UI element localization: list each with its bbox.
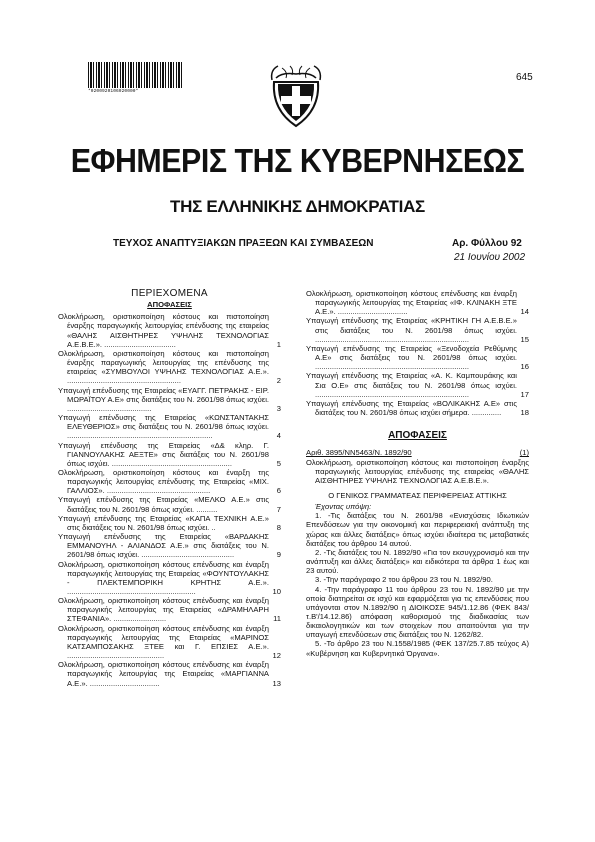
toc-entry-text: Υπαγωγή επένδυσης της Εταιρείας «ΚΩΝΣΤΑΝΤΑΚΗΣ ΕΛΕΥΘΕΡΙΟΣ» στις διατάξεις του Ν. 2601/98 όπως ισχύει. ..................................................................... bbox=[58, 413, 269, 441]
toc-entry[interactable] bbox=[58, 349, 281, 386]
toc-entry-text: Ολοκλήρωση, οριστικοποίηση κόστους επένδυσης και έναρξη παραγωγικής λειτουργίας της Εταιρείας «ΙΦ. ΚΛΙΝΑΚΗ ΞΤΕ Α.Ε.». ................................. bbox=[306, 289, 517, 317]
decision-paragraph: 1. -Τις διατάξεις του Ν. 2601/98 «Ενισχύσεις Ιδιωτικών Επενδύσεων για την οικονομική και περιφερειακή ανάπτυξη της χώρας και άλλες διατάξεις» όπως ισχύει ιδιαίτερα τις μεταβατικές διατάξεις του άρθρου 14 αυτού. bbox=[306, 511, 529, 548]
decision-paragraph: 2. -Τις διατάξεις του Ν. 1892/90 «Για τον εκσυγχρονισμό και την ανάπτυξη και άλλες διατάξεις» και ειδικότερα τα άρθρα 1 έως και 23 αυτού. bbox=[306, 547, 529, 576]
toc-left-column bbox=[58, 289, 281, 688]
toc-entry-page: 13 bbox=[272, 678, 281, 688]
decision-number: Αριθ. 3895/ΝΝ5463/Ν. 1892/90 bbox=[306, 448, 412, 458]
toc-entry[interactable] bbox=[58, 514, 281, 532]
toc-entry[interactable] bbox=[306, 316, 529, 343]
decision-index: (1) bbox=[519, 448, 529, 458]
toc-entry-page: 11 bbox=[273, 614, 281, 624]
toc-entry-page: 15 bbox=[520, 334, 529, 344]
toc-entry-page: 7 bbox=[276, 504, 281, 514]
decisions-section-title: ΑΠΟΦΑΣΕΙΣ bbox=[388, 430, 447, 442]
toc-entry-text: Υπαγωγή επένδυσης της Εταιρείας «ΒΟΛΙΚΑΚΗΣ Α.Ε» στις διατάξεις του Ν. 2601/98 όπως ισχύει σήμερα. .............. bbox=[306, 398, 517, 418]
toc-entry-text: Ολοκλήρωση, οριστικοποίηση κόστους και πιστοποίηση έναρξης παραγωγικής λειτουργίας επένδυσης της εταιρείας «ΘΑΛΗΣ ΑΙΣΘΗΤΗΡΕΣ ΥΨΗΛΗΣ ΤΕΧΝΟΛΟΓΙΑΣ Α.Ε.Β.Ε.». .................................. bbox=[58, 312, 269, 349]
decision-paragraphs bbox=[306, 511, 529, 658]
toc-entry-text: Ολοκλήρωση, οριστικοποίηση κόστους επένδυσης και έναρξη παραγωγικής λειτουργίας της Εταιρείας «ΜΑΡΓΙΑΝΝΑ Α.Ε.». ................................. bbox=[58, 660, 269, 688]
page-number: 645 bbox=[516, 72, 533, 83]
toc-entry-text: Υπαγωγή επένδυσης της Εταιρείας «ΚΡΗΤΙΚΗ ΓΗ Α.Ε.Β.Ε.» στις διατάξεις του Ν. 2601/98 όπως ισχύει. ......................................................................... bbox=[306, 316, 517, 344]
toc-entry[interactable] bbox=[58, 441, 281, 468]
toc-entry[interactable] bbox=[58, 312, 281, 349]
decision-authority: Ο ΓΕΝΙΚΟΣ ΓΡΑΜΜΑΤΕΑΣ ΠΕΡΙΦΕΡΕΙΑΣ ΑΤΤΙΚΗΣ bbox=[328, 490, 507, 500]
toc-entry[interactable] bbox=[306, 371, 529, 398]
toc-entry[interactable] bbox=[58, 560, 281, 597]
toc-entry-page: 18 bbox=[520, 408, 529, 418]
toc-entry-text: Υπαγωγή επένδυσης της Εταιρείας «ΒΑΡΔΑΚΗΣ ΕΜΜΑΝΟΥΗΛ - ΑΛΙΑΝΔΟΣ Α.Ε.» στις διατάξεις του Ν. 2601/98 όπως ισχύει. ............................................ bbox=[58, 532, 269, 560]
toc-entry-text: Υπαγωγή επένδυσης της Εταιρείας «Ξενοδοχεία Ρεθύμνης Α.Ε» στις διατάξεις του Ν. 2601/98 όπως ισχύει. ......................................................................... bbox=[306, 343, 517, 372]
toc-entry-page: 16 bbox=[520, 362, 529, 372]
toc-right-entries bbox=[306, 289, 529, 417]
toc-entry-text: Υπαγωγή επένδυσης της Εταιρείας «Α. Κ. Καμπουράκης και Σια Ο.Ε» στις διατάξεις του Ν. 2601/98 όπως ισχύει. ......................................................................... bbox=[306, 371, 517, 399]
barcode bbox=[88, 62, 182, 88]
toc-entry-page: 2 bbox=[276, 376, 281, 386]
issue-date: 21 Ιουνίου 2002 bbox=[454, 252, 526, 263]
toc-entry[interactable] bbox=[306, 344, 529, 371]
toc-entry-text: Υπαγωγή επένδυσης της Εταιρείας «Δ& κληρ. Γ. ΓΙΑΝΝΟΥΛΑΚΗΣ ΑΕΞΤΕ» στις διατάξεις του Ν. 2601/98 όπως ισχύει. ......................................................... bbox=[58, 440, 269, 468]
issue-type: ΤΕΥΧΟΣ ΑΝΑΠΤΥΞΙΑΚΩΝ ΠΡΑΞΕΩΝ ΚΑΙ ΣΥΜΒΑΣΕΩΝ bbox=[113, 238, 374, 249]
toc-entry[interactable] bbox=[58, 386, 281, 413]
toc-entry[interactable] bbox=[306, 289, 529, 316]
toc-entry[interactable] bbox=[58, 495, 281, 513]
toc-entry[interactable] bbox=[58, 413, 281, 440]
toc-entry[interactable] bbox=[58, 596, 281, 623]
decision-header bbox=[306, 448, 529, 457]
toc-entry-page: 17 bbox=[520, 389, 529, 399]
toc-entry-text: Ολοκλήρωση, οριστικοποίηση κόστους επένδυσης και έναρξη παραγωγικής λειτουργίας της Εταιρείας «ΜΑΡΙΝΟΣ ΚΑΤΣΑΜΠΟΣΑΚΗΣ ΞΤΕΕ και Γ. ΕΠΣΙΕΣ Α.Ε.». .............................................. bbox=[58, 623, 269, 661]
toc-entry-page: 3 bbox=[276, 403, 281, 413]
toc-entry-page: 14 bbox=[520, 307, 529, 317]
toc-entry-page: 8 bbox=[276, 522, 281, 532]
toc-entry[interactable] bbox=[58, 532, 281, 559]
toc-entry-page: 4 bbox=[276, 431, 281, 441]
barcode-number: *0200920106020000* bbox=[88, 89, 139, 94]
decision-summary: Ολοκλήρωση, οριστικοποίηση κόστους και πιστοποίηση έναρξης παραγωγικής λειτουργίας επένδυσης της εταιρείας «ΘΑΛΗΣ ΑΙΣΘΗΤΗΡΕΣ ΥΨΗΛΗΣ ΤΕΧΝΟΛΟΓΙΑΣ Α.Ε.Β.Ε.». bbox=[306, 457, 529, 485]
sheet-number: Αρ. Φύλλου 92 bbox=[452, 238, 522, 249]
gazette-title: ΕΦΗΜΕΡΙΣ ΤΗΣ ΚΥΒΕΡΝΗΣΕΩΣ bbox=[70, 142, 525, 179]
toc-entry[interactable] bbox=[58, 468, 281, 495]
toc-subheading: ΑΠΟΦΑΣΕΙΣ bbox=[147, 300, 192, 310]
toc-entry-text: Ολοκλήρωση, οριστικοποίηση κόστους επένδυσης και έναρξη παραγωγικής λειτουργίας της Εταιρείας «ΔΡΑΜΗΛΑΡΗ ΣΤΕΦΑΝΙΑ». ......................... bbox=[58, 596, 269, 624]
toc-left-entries bbox=[58, 312, 281, 687]
toc-entry[interactable] bbox=[58, 660, 281, 687]
right-column bbox=[306, 289, 529, 658]
decision-paragraph: 4. -Την παράγραφο 11 του άρθρου 23 του Ν. 1892/90 με την οποία διατηρείται σε ισχύ και εφαρμόζεται για τις επενδύσεις που υπάγονται στον Ν.1892/90 η ΔΙΟΙΚΟΣΕ 945/1.12.86 (ΦΕΚ 843/τ.Β'/14.12.86) απόφαση καθορισμού της διαδικασίας των δικαιολογητικών και των στοιχείων που απαιτούνται για την υπαγωγή επενδύσεων στις διατάξεις του Ν. 1262/82. bbox=[306, 584, 529, 640]
toc-entry-text: Ολοκλήρωση, οριστικοποίηση κόστους επένδυσης και έναρξη παραγωγικής λειτουργίας της Εταιρείας «ΦΟΥΝΤΟΥΛΑΚΗΣ - ΠΛΕΚΤΕΜΠΟΡΙΚΗ ΚΡΗΤΗΣ Α.Ε.». ............................................................. bbox=[58, 559, 269, 596]
decision-paragraph: 3. -Την παράγραφο 2 του άρθρου 23 του Ν. 1892/90. bbox=[315, 575, 493, 585]
toc-entry[interactable] bbox=[58, 624, 281, 661]
decision-paragraph: 5. -Το άρθρο 23 του Ν.1558/1985 (ΦΕΚ 137/25.7.85 τεύχος Α) «Κυβέρνηση και Κυβερνητικά Όργανα». bbox=[306, 639, 529, 658]
gazette-subtitle: ΤΗΣ ΕΛΛΗΝΙΚΗΣ ΔΗΜΟΚΡΑΤΙΑΣ bbox=[170, 197, 425, 216]
toc-entry-page: 9 bbox=[276, 550, 281, 560]
toc-entry-page: 6 bbox=[276, 486, 281, 496]
toc-entry-page: 1 bbox=[276, 339, 281, 349]
toc-entry-page: 12 bbox=[272, 651, 281, 661]
toc-entry-text: Υπαγωγή επένδυσης της Εταιρείας «ΜΕΛΚΟ Α.Ε.» στις διατάξεις του Ν. 2601/98 όπως ισχύει. .......... bbox=[58, 495, 269, 514]
toc-entry-text: Ολοκλήρωση, οριστικοποίηση κόστους και πιστοποίηση έναρξης παραγωγικής λειτουργίας της επένδυσης της εταιρείας «ΣΥΜΒΟΥΛΟΙ ΥΨΗΛΗΣ ΤΕΧΝΟΛΟΓΙΑΣ Α.Ε.». ...................................................... bbox=[58, 348, 269, 386]
toc-entry-page: 10 bbox=[272, 587, 281, 596]
toc-entry-text: Υπαγωγή επένδυσης της Εταιρείας «ΚΑΠΑ ΤΕΧΝΙΚΗ Α.Ε.» στις διατάξεις του Ν. 2601/98 όπως ισχύει. .. bbox=[58, 513, 269, 532]
decision-preamble: Έχοντας υπόψη: bbox=[315, 502, 372, 512]
toc-heading: ΠΕΡΙΕΧΟΜΕΝΑ bbox=[131, 288, 208, 299]
greek-coat-of-arms-icon bbox=[268, 64, 324, 130]
toc-entry[interactable] bbox=[306, 399, 529, 417]
toc-entry-text: Υπαγωγή επένδυσης της Εταιρείας «ΕΥΑΓΓ. ΠΕΤΡΑΚΗΣ - ΕΙΡ. ΜΩΡΑΪΤΟΥ Α.Ε» στις διατάξεις του Ν. 2601/98 όπως ισχύει. ........................................ bbox=[58, 385, 269, 413]
toc-entry-text: Ολοκλήρωση, οριστικοποίηση κόστους και έναρξη της παραγωγικής λειτουργίας επένδυσης της Εταιρείας «ΜΙΧ. ΓΑΛΛΙΟΣ». ................................................. bbox=[58, 467, 269, 496]
toc-entry-page: 5 bbox=[276, 458, 281, 468]
